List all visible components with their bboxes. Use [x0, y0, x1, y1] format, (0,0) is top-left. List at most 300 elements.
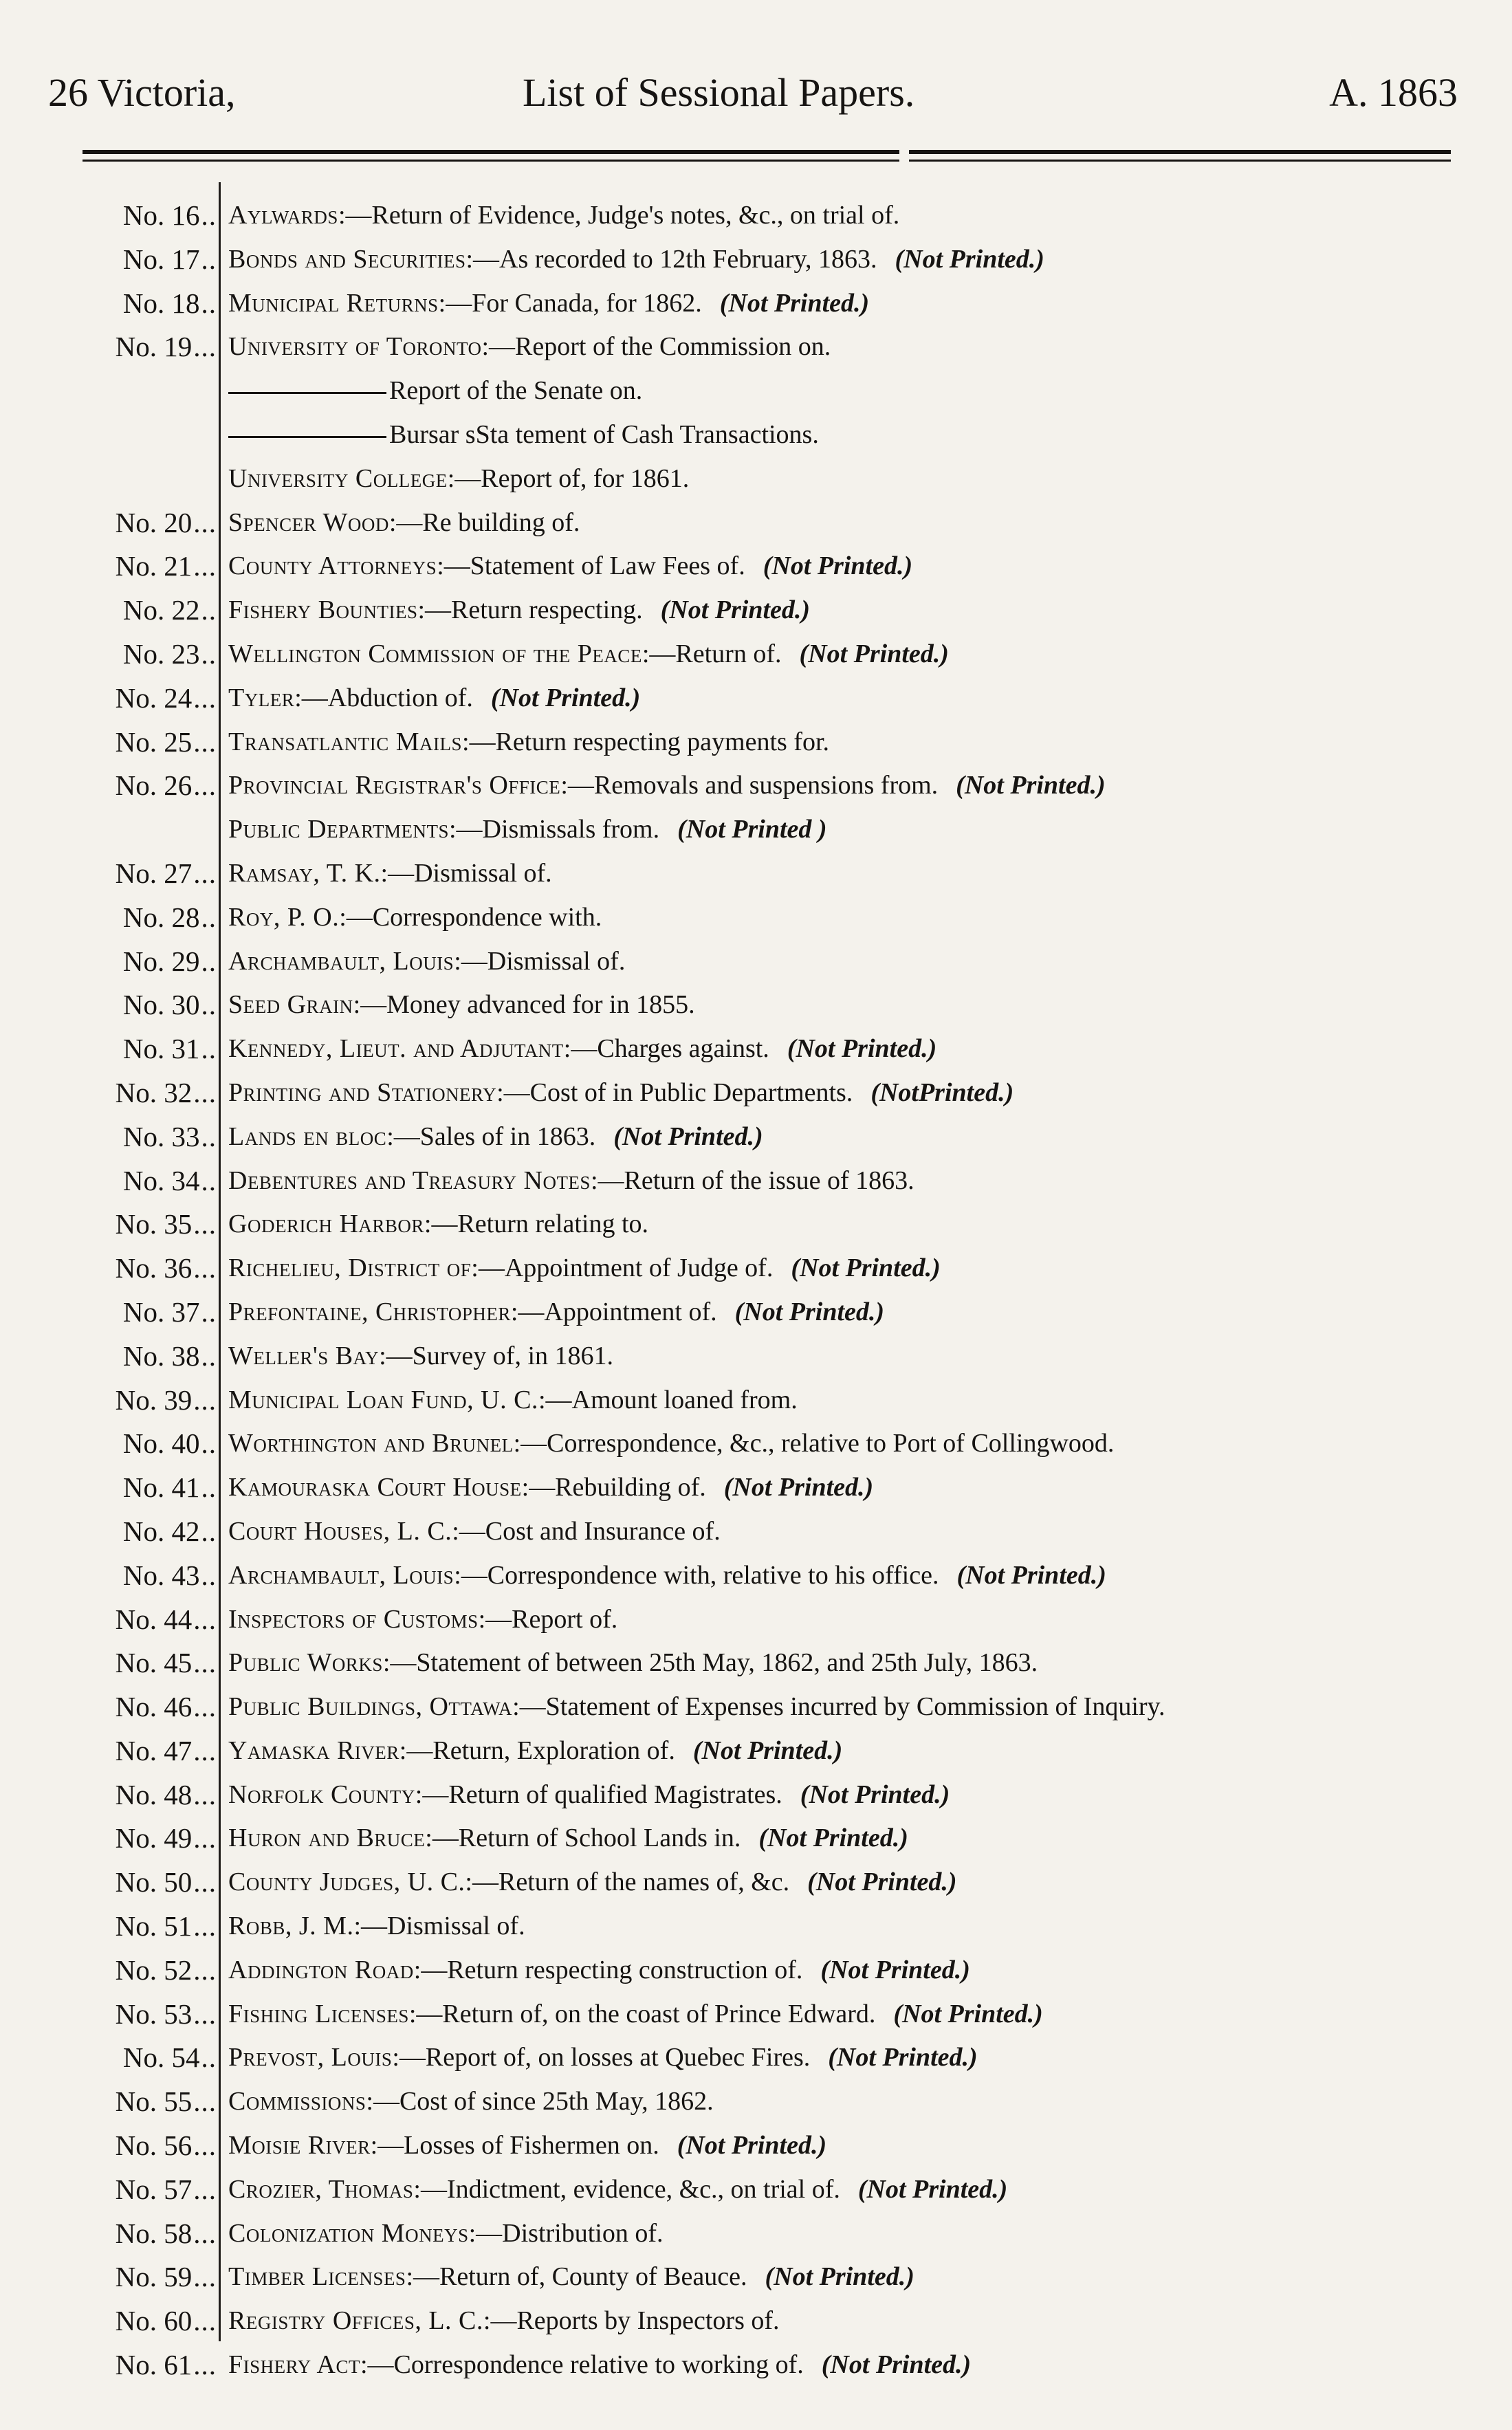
paper-number-label: No. 23: [122, 637, 200, 670]
list-item: [0, 633, 1512, 677]
paper-number: [0, 1949, 217, 1993]
paper-description: :—Correspondence with, relative to his office.: [454, 1560, 939, 1590]
paper-description: :—Abduction of.: [294, 683, 473, 712]
paper-number: [0, 1203, 217, 1247]
not-printed-note: (Not Printed.): [490, 683, 641, 712]
paper-entry: [228, 808, 827, 852]
paper-description: :—As recorded to 12th February, 1863.: [465, 244, 877, 274]
paper-number-label: No. 47: [115, 1734, 193, 1766]
leader-dots: ..: [201, 199, 217, 231]
paper-number: [0, 1115, 217, 1159]
paper-number-label: No. 38: [122, 1339, 200, 1372]
paper-subject: Printing and Stationery: [228, 1077, 497, 1107]
paper-description: :—Losses of Fishermen on.: [370, 2131, 659, 2160]
paper-number: [0, 1510, 217, 1554]
paper-number-label: No. 56: [115, 2130, 193, 2162]
not-printed-note: (Not Printed.): [763, 551, 913, 581]
list-item: [0, 940, 1512, 984]
leader-dots: ..: [201, 1033, 217, 1065]
paper-entry: [228, 2168, 1007, 2212]
not-printed-note: (Not Printed.): [787, 1034, 937, 1064]
paper-description: :—Correspondence, &c., relative to Port of Collingwood.: [513, 1429, 1115, 1458]
paper-number-label: No. 26: [115, 769, 193, 802]
list-item: [0, 1949, 1512, 1993]
paper-number-label: No. 36: [115, 1252, 193, 1284]
not-printed-note: (Not Printed.): [791, 1254, 941, 1283]
paper-description: :—Cost of in Public Departments.: [496, 1077, 853, 1107]
paper-subject: Public Departments: [228, 815, 449, 844]
paper-description: :—Cost of since 25th May, 1862.: [366, 2087, 714, 2116]
paper-number-label: No. 34: [122, 1164, 200, 1196]
paper-description: :—Survey of, in 1861.: [379, 1341, 614, 1370]
leader-dots: ..: [201, 1427, 217, 1460]
paper-subject: Provincial Registrar's Office: [228, 771, 561, 800]
list-item: [0, 2036, 1512, 2080]
paper-subject: Public Buildings, Ottawa: [228, 1692, 513, 1722]
paper-number-label: No. 43: [122, 1559, 200, 1591]
paper-subject: University of Toronto: [228, 332, 482, 362]
paper-number: [0, 1071, 217, 1115]
paper-number-label: No. 60: [115, 2305, 193, 2337]
paper-description: :—Correspondence relative to working of.: [360, 2350, 804, 2380]
paper-description: :—Dismissals from.: [449, 815, 660, 844]
paper-description: :—Return of, County of Beauce.: [406, 2262, 747, 2292]
header-rule-break: [899, 147, 909, 165]
paper-number-label: No. 51: [115, 1910, 193, 1942]
paper-number: [0, 589, 217, 633]
list-item: [0, 1466, 1512, 1510]
list-item: [0, 677, 1512, 721]
list-item: [0, 1027, 1512, 1071]
paper-entry: [228, 325, 831, 369]
paper-entry: [228, 413, 819, 457]
page-header: [48, 65, 1458, 120]
list-item: [0, 1641, 1512, 1685]
list-item: [0, 896, 1512, 940]
list-item: [0, 589, 1512, 633]
paper-number: [0, 2168, 217, 2212]
paper-number: [0, 1598, 217, 1642]
paper-subject: Tyler: [228, 683, 295, 712]
list-item: [0, 282, 1512, 326]
paper-number: [0, 2299, 217, 2343]
leader-dots: ...: [193, 1734, 217, 1766]
not-printed-note: (Not Printed.): [895, 244, 1044, 274]
paper-entry: [228, 1159, 914, 1203]
paper-number: [0, 633, 217, 677]
not-printed-note: (NotPrinted.): [870, 1077, 1014, 1107]
not-printed-note: (Not Printed.): [820, 1955, 970, 1984]
leader-dots: ..: [201, 2042, 217, 2074]
paper-number: [0, 2124, 217, 2168]
paper-entry: [228, 940, 625, 984]
paper-subject: Colonization Moneys: [228, 2218, 469, 2248]
paper-subject: Registry Offices, L. C.: [228, 2306, 483, 2336]
paper-entry: [228, 1510, 721, 1554]
paper-description: :—Amount loaned from.: [538, 1385, 798, 1414]
paper-number-label: No. 42: [122, 1515, 200, 1547]
paper-entry: [228, 852, 552, 896]
not-printed-note: (Not Printed.): [956, 1560, 1106, 1590]
paper-number: [0, 2255, 217, 2299]
list-item: [0, 1729, 1512, 1773]
leader-dots: ...: [193, 1778, 217, 1810]
leader-dots: ...: [193, 1997, 217, 2030]
paper-description: :—Return of.: [642, 639, 782, 668]
leader-dots: ...: [193, 857, 217, 889]
paper-entry: [228, 1861, 957, 1905]
list-item: [0, 1203, 1512, 1247]
list-item: [0, 545, 1512, 589]
list-item: [0, 983, 1512, 1027]
leader-dots: ...: [193, 769, 217, 802]
leader-dots: ..: [201, 901, 217, 933]
paper-subject: Municipal Loan Fund, U. C.: [228, 1385, 538, 1414]
paper-description: :—Appointment of.: [510, 1297, 717, 1326]
paper-number: [0, 2343, 217, 2387]
paper-number-label: No. 40: [122, 1427, 200, 1460]
paper-description: :—Return respecting.: [417, 595, 643, 625]
list-item: [0, 1773, 1512, 1817]
leader-dots: ..: [201, 243, 217, 275]
paper-description: :—Return of, on the coast of Prince Edward.: [408, 1999, 876, 2028]
paper-description: :—Indictment, evidence, &c., on trial of.: [413, 2174, 840, 2204]
paper-entry: [228, 677, 640, 721]
paper-entry: [228, 545, 912, 589]
paper-number: [0, 1817, 217, 1861]
paper-number: [0, 194, 217, 238]
paper-number-label: No. 61: [115, 2349, 193, 2381]
paper-subject: Ramsay, T. K.: [228, 858, 381, 888]
paper-number-label: No. 48: [115, 1778, 193, 1810]
paper-subject: County Attorneys: [228, 551, 437, 581]
paper-subject: Yamaska River: [228, 1736, 399, 1765]
paper-subject: Wellington Commission of the Peace: [228, 639, 642, 668]
list-item: [0, 2080, 1512, 2124]
leader-dots: ...: [193, 1208, 217, 1240]
not-printed-note: (Not Printed.): [956, 771, 1106, 800]
paper-number-label: No. 55: [115, 2086, 193, 2118]
paper-subject: Weller's Bay: [228, 1341, 380, 1370]
leader-dots: ..: [201, 989, 217, 1021]
leader-dots: ...: [193, 331, 217, 363]
paper-subject: Fishery Bounties: [228, 595, 418, 625]
paper-description: :—Appointment of Judge of.: [471, 1254, 774, 1283]
paper-description: :—Return relating to.: [424, 1209, 649, 1239]
paper-entry: [228, 369, 642, 413]
list-item: [0, 501, 1512, 545]
paper-entry: [228, 1949, 970, 1993]
paper-subject: Public Works: [228, 1648, 383, 1678]
not-printed-note: (Not Printed.): [734, 1297, 885, 1326]
list-item: [0, 1554, 1512, 1598]
paper-entry: [228, 1335, 613, 1379]
leader-dots: ...: [193, 506, 217, 538]
paper-description: Bursar sSta tement of Cash Transactions.: [389, 419, 819, 449]
paper-description: :—Dismissal of.: [454, 946, 626, 976]
paper-subject: Worthington and Brunel: [228, 1429, 514, 1458]
paper-subject: Roy, P. O.: [228, 902, 340, 932]
list-item: [0, 325, 1512, 369]
list-item: [0, 2255, 1512, 2299]
paper-number: [0, 1159, 217, 1203]
paper-entry: [228, 2343, 971, 2387]
paper-number: [0, 983, 217, 1027]
list-item: [0, 2124, 1512, 2168]
paper-subject: Municipal Returns: [228, 288, 439, 318]
paper-number: [0, 325, 217, 369]
leader-dots: ...: [193, 1953, 217, 1986]
paper-subject: Kennedy, Lieut. and Adjutant: [228, 1034, 564, 1064]
list-item: [0, 764, 1512, 808]
paper-description: :—Statement of Expenses incurred by Commission of Inquiry.: [512, 1692, 1165, 1722]
paper-number: [0, 1993, 217, 2037]
paper-number: [0, 2080, 217, 2124]
list-item: [0, 2212, 1512, 2256]
paper-description: :—Sales of in 1863.: [386, 1121, 596, 1151]
paper-description: :—Return of the issue of 1863.: [590, 1165, 914, 1195]
paper-entry: [228, 589, 810, 633]
leader-dots: ...: [193, 725, 217, 758]
paper-entry: [228, 1817, 908, 1861]
leader-dots: ...: [193, 2349, 217, 2381]
paper-number-label: No. 50: [115, 1866, 193, 1898]
not-printed-note: (Not Printed.): [799, 639, 949, 668]
paper-description: :—Return of qualified Magistrates.: [415, 1780, 782, 1809]
paper-number: [0, 2212, 217, 2256]
leader-dots: ..: [201, 1559, 217, 1591]
paper-number: [0, 501, 217, 545]
list-item: [0, 1861, 1512, 1905]
not-printed-note: (Not Printed.): [677, 2131, 827, 2160]
paper-number: [0, 764, 217, 808]
not-printed-note: (Not Printed.): [758, 1824, 908, 1853]
paper-subject: Crozier, Thomas: [228, 2174, 414, 2204]
paper-entry: [228, 1554, 1106, 1598]
paper-subject: Archambault, Louis: [228, 946, 454, 976]
not-printed-note: (Not Printed.): [800, 1780, 950, 1809]
paper-description: :—Report of.: [478, 1604, 618, 1634]
leader-dots: ...: [193, 1910, 217, 1942]
paper-subject: Robb, J. M.: [228, 1912, 354, 1941]
leader-dots: ...: [193, 2086, 217, 2118]
paper-entry: [228, 1071, 1014, 1115]
paper-subject: Spencer Wood: [228, 507, 389, 537]
paper-entry: [228, 501, 580, 545]
list-item: [0, 1817, 1512, 1861]
paper-number-label: No. 32: [115, 1076, 193, 1108]
paper-number: [0, 1291, 217, 1335]
list-item: [0, 1422, 1512, 1466]
paper-entry: [228, 896, 602, 940]
paper-number-label: No. 44: [115, 1603, 193, 1635]
paper-subject: Huron and Bruce: [228, 1824, 426, 1853]
not-printed-note: (Not Printed.): [828, 2043, 978, 2072]
paper-number-label: No. 58: [115, 2217, 193, 2249]
paper-entry: [228, 2124, 826, 2168]
leader-dots: ...: [193, 550, 217, 582]
list-item: [0, 721, 1512, 765]
paper-number: [0, 1422, 217, 1466]
paper-subject: Bonds and Securities: [228, 244, 466, 274]
paper-subject: Transatlantic Mails: [228, 727, 463, 756]
paper-number-label: No. 33: [122, 1120, 200, 1152]
leader-dots: ..: [201, 287, 217, 319]
header-year: A. 1863: [1329, 70, 1458, 115]
paper-number-label: No. 20: [115, 506, 193, 538]
paper-number-label: No. 30: [122, 989, 200, 1021]
paper-subject: Prefontaine, Christopher: [228, 1297, 511, 1326]
leader-dots: ...: [193, 1866, 217, 1898]
paper-entry: [228, 1641, 1038, 1685]
not-printed-note: (Not Printed.): [765, 2262, 914, 2292]
leader-dots: ...: [193, 1076, 217, 1108]
leader-dots: ...: [193, 1822, 217, 1854]
paper-entry: [228, 1598, 617, 1642]
paper-subject: Timber Licenses: [228, 2262, 406, 2292]
paper-entry: [228, 2036, 978, 2080]
paper-subject: Commissions: [228, 2087, 366, 2116]
not-printed-note: (Not Printed.): [857, 2174, 1008, 2204]
leader-dots: ...: [193, 1252, 217, 1284]
not-printed-note: (Not Printed.): [692, 1736, 843, 1765]
leader-dots: ..: [201, 1515, 217, 1547]
paper-number: [0, 1773, 217, 1817]
paper-number-label: No. 59: [115, 2261, 193, 2293]
leader-dots: ..: [201, 1295, 217, 1328]
paper-entry: [228, 1993, 1043, 2037]
paper-number: [0, 1335, 217, 1379]
paper-number-label: No. 17: [122, 243, 200, 275]
paper-description: :—Removals and suspensions from.: [560, 771, 939, 800]
leader-dots: ...: [193, 681, 217, 714]
paper-entry: [228, 1466, 873, 1510]
list-item: [0, 1291, 1512, 1335]
paper-description: :—Dismissal of.: [380, 858, 552, 888]
list-item: [0, 852, 1512, 896]
paper-description: :—Charges against.: [563, 1034, 769, 1064]
paper-entry: [228, 1422, 1114, 1466]
list-item: [0, 1598, 1512, 1642]
paper-entry: [228, 282, 869, 326]
paper-entry: [228, 1905, 525, 1949]
paper-number: [0, 238, 217, 282]
sessional-papers-list: [0, 194, 1512, 2387]
paper-entry: [228, 1247, 941, 1291]
paper-number: [0, 545, 217, 589]
paper-number-label: No. 31: [122, 1033, 200, 1065]
paper-entry: [228, 2255, 914, 2299]
paper-number-label: No. 41: [122, 1471, 200, 1504]
leader-dots: ...: [193, 1647, 217, 1679]
not-printed-note: (Not Printed.): [821, 2350, 972, 2380]
paper-description: :—Money advanced for in 1855.: [353, 990, 695, 1020]
list-item: [0, 1115, 1512, 1159]
paper-number: [0, 1379, 217, 1423]
paper-number-label: No. 52: [115, 1953, 193, 1986]
paper-subject: Moisie River: [228, 2131, 371, 2160]
list-item: [0, 457, 1512, 501]
paper-number-label: No. 22: [122, 594, 200, 626]
paper-subject: University College: [228, 463, 448, 493]
paper-entry: [228, 983, 695, 1027]
paper-number-label: No. 46: [115, 1691, 193, 1723]
paper-description: :—Return of Evidence, Judge's notes, &c., on trial of.: [338, 201, 900, 230]
leader-dots: ..: [201, 1471, 217, 1504]
leader-dots: ..: [201, 1120, 217, 1152]
paper-entry: [228, 238, 1044, 282]
paper-description: :—Correspondence with.: [339, 902, 602, 932]
paper-entry: [228, 194, 899, 238]
paper-number: [0, 1641, 217, 1685]
paper-number: [0, 1685, 217, 1729]
paper-entry: [228, 457, 689, 501]
ditto-dash: [228, 436, 386, 438]
ditto-dash: [228, 392, 386, 394]
list-item: [0, 2343, 1512, 2387]
paper-entry: [228, 633, 949, 677]
paper-subject: Norfolk County: [228, 1780, 415, 1809]
paper-subject: Fishery Act: [228, 2350, 360, 2380]
leader-dots: ...: [193, 2261, 217, 2293]
paper-number: [0, 1247, 217, 1291]
paper-subject: Aylwards: [228, 201, 338, 230]
paper-number: [0, 1554, 217, 1598]
header-session: 26 Victoria,: [48, 70, 236, 115]
paper-subject: Richelieu, District of: [228, 1254, 472, 1283]
paper-number: [0, 896, 217, 940]
paper-entry: [228, 2080, 714, 2124]
paper-description: :—Re building of.: [388, 507, 580, 537]
not-printed-note: (Not Printed.): [807, 1868, 957, 1897]
leader-dots: ...: [193, 2217, 217, 2249]
paper-number: [0, 852, 217, 896]
list-item: [0, 1510, 1512, 1554]
list-item: [0, 1159, 1512, 1203]
paper-number-label: No. 21: [115, 550, 193, 582]
not-printed-note: (Not Printed.): [660, 595, 811, 625]
leader-dots: ..: [201, 1339, 217, 1372]
paper-entry: [228, 1203, 648, 1247]
paper-entry: [228, 1379, 798, 1423]
paper-description: :—Return of the names of, &c.: [465, 1868, 790, 1897]
paper-description: :—For Canada, for 1862.: [438, 288, 702, 318]
paper-subject: Inspectors of Customs: [228, 1604, 479, 1634]
paper-description: :—Return of School Lands in.: [425, 1824, 741, 1853]
leader-dots: ..: [201, 637, 217, 670]
leader-dots: ...: [193, 1603, 217, 1635]
paper-number: [0, 940, 217, 984]
paper-number: [0, 2036, 217, 2080]
list-item: [0, 1685, 1512, 1729]
paper-subject: Lands en bloc: [228, 1121, 387, 1151]
list-item: [0, 2299, 1512, 2343]
paper-description: :—Dismissal of.: [353, 1912, 525, 1941]
paper-description: :—Statement of Law Fees of.: [437, 551, 745, 581]
paper-entry: [228, 1773, 950, 1817]
paper-subject: Fishing Licenses: [228, 1999, 409, 2028]
paper-description: :—Reports by Inspectors of.: [483, 2306, 780, 2336]
paper-entry: [228, 721, 829, 765]
list-item: [0, 413, 1512, 457]
paper-number-label: No. 37: [122, 1295, 200, 1328]
list-item: [0, 238, 1512, 282]
header-rule-thin: [83, 160, 1451, 162]
list-item: [0, 1335, 1512, 1379]
paper-subject: Prevost, Louis: [228, 2043, 393, 2072]
list-item: [0, 369, 1512, 413]
paper-subject: Court Houses, L. C.: [228, 1516, 452, 1546]
